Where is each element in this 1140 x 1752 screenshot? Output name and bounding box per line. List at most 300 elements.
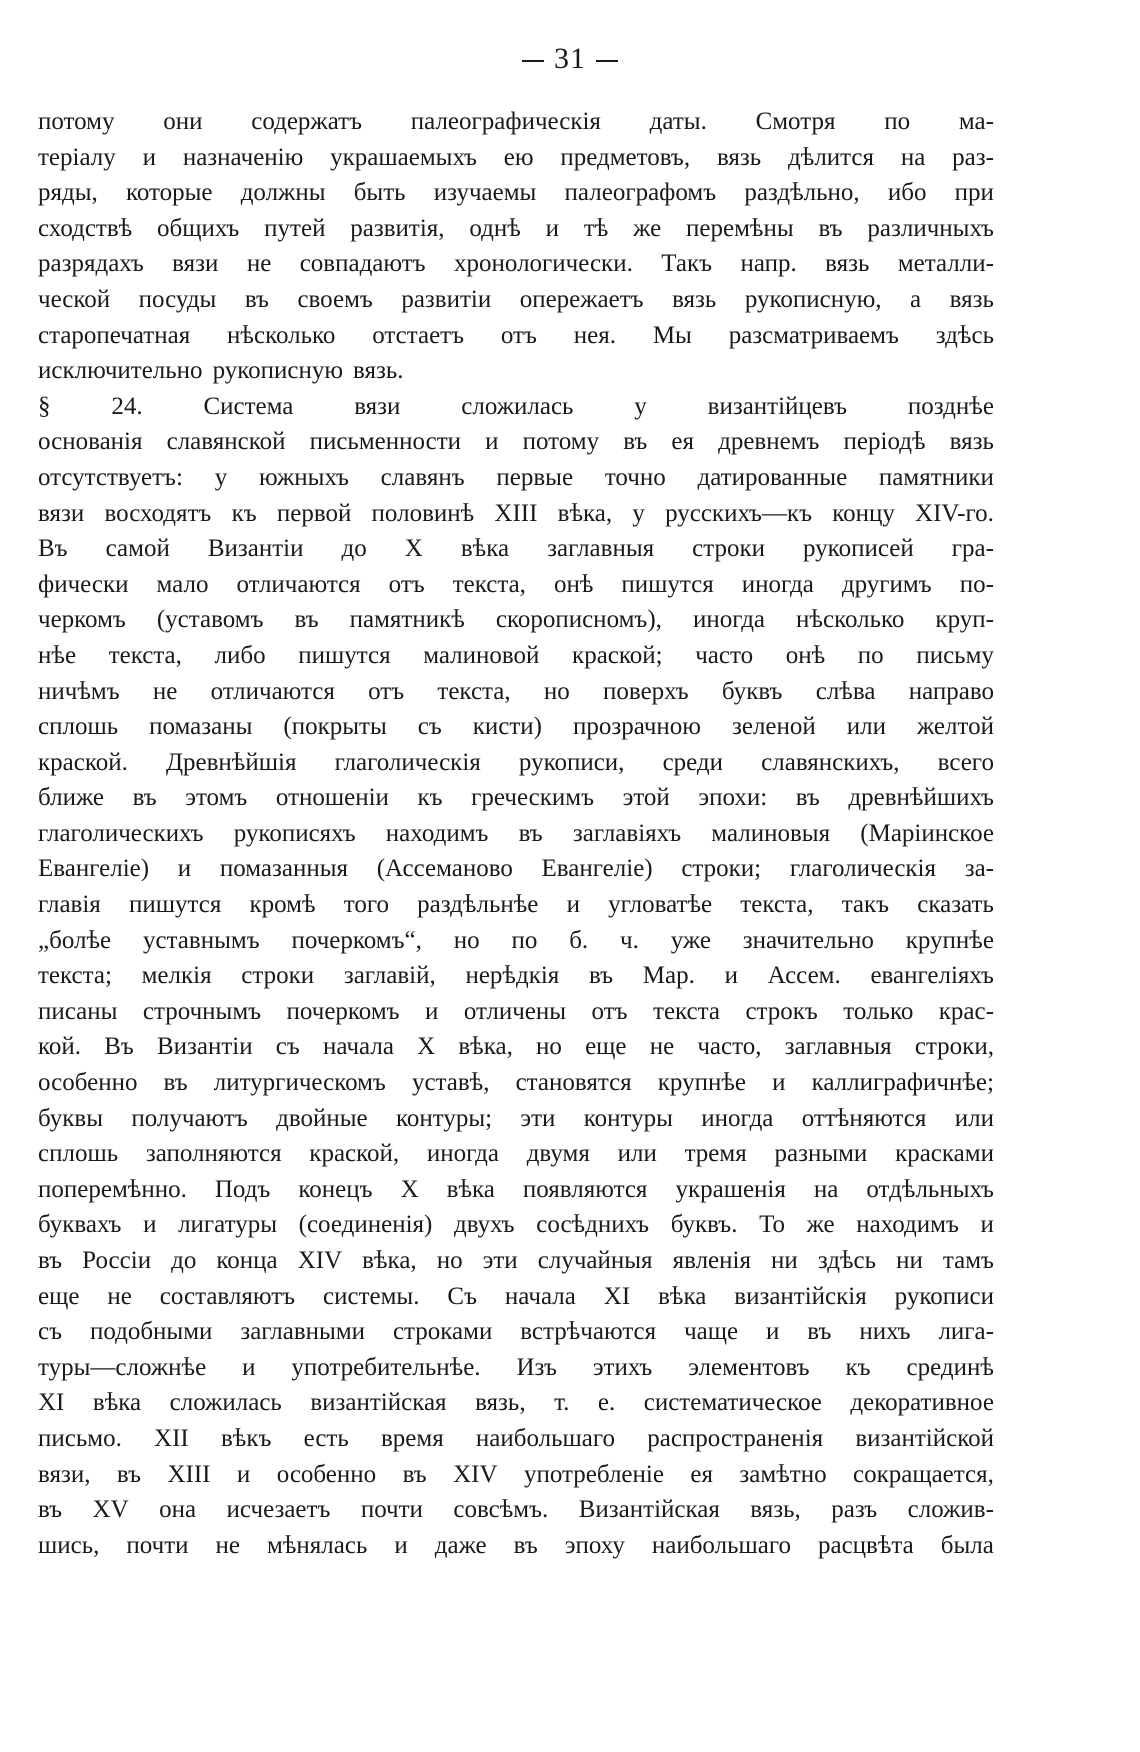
word: ея	[690, 1460, 713, 1488]
word: почти	[126, 1531, 189, 1559]
word: самой	[105, 535, 170, 563]
text-line	[38, 674, 994, 710]
word: желтой	[916, 713, 994, 741]
word: въ	[513, 1531, 538, 1559]
word: славянскихъ,	[761, 748, 900, 776]
word: точно	[604, 463, 666, 491]
word: того	[343, 891, 389, 919]
text-line	[38, 104, 994, 140]
word: вязь,	[750, 1496, 801, 1524]
word: и	[177, 855, 192, 883]
word: сплошь	[38, 1140, 119, 1168]
word: подобными	[89, 1318, 213, 1346]
word: памятники	[878, 463, 994, 491]
word: съ	[275, 1033, 300, 1061]
word: Византіи	[207, 535, 304, 563]
word: Византіи	[156, 1033, 253, 1061]
word: памятникѣ	[349, 606, 465, 634]
word: сходствѣ	[38, 214, 133, 242]
word: почеркомъ	[286, 997, 400, 1025]
word: либо	[214, 641, 266, 669]
word: двойные	[276, 1104, 368, 1132]
word: первые	[496, 463, 574, 491]
text-line	[38, 1350, 994, 1386]
word: двухъ	[453, 1211, 515, 1239]
word: до	[171, 1247, 197, 1274]
word: Съ	[447, 1282, 477, 1310]
word: онѣ	[785, 641, 826, 669]
word: же	[806, 1211, 835, 1239]
word: металли-	[897, 250, 994, 278]
word: была	[940, 1531, 994, 1559]
word: эпоху	[564, 1531, 625, 1559]
word: буквы	[38, 1104, 104, 1132]
word: письму	[916, 641, 994, 669]
word: и	[485, 428, 499, 456]
word: появляются	[522, 1175, 648, 1203]
word: періодѣ	[843, 428, 926, 456]
word: писаны	[38, 997, 118, 1025]
word: пишутся	[621, 570, 714, 598]
word: XIV	[453, 1460, 498, 1488]
text-line	[38, 175, 994, 211]
word: евангеліяхъ	[870, 962, 994, 990]
word: б.	[569, 926, 589, 954]
word: время	[380, 1424, 444, 1452]
word: восходятъ	[104, 499, 212, 527]
word: наибольшаго	[475, 1424, 616, 1452]
word: ближе	[38, 784, 104, 812]
word: краской.	[38, 748, 128, 776]
word: въ	[818, 214, 843, 242]
word: (соединенія)	[298, 1211, 433, 1239]
word: строки	[692, 535, 765, 563]
word: X	[400, 1175, 419, 1203]
word: старопечатная	[38, 321, 191, 349]
word: у	[214, 463, 228, 491]
word: славянской	[166, 428, 286, 456]
word: вязь	[949, 285, 994, 313]
word: малиновыя	[711, 819, 831, 847]
word: помазаны	[149, 713, 253, 741]
word: датированные	[697, 463, 848, 491]
word: письменности	[309, 428, 462, 456]
word: отличаются	[210, 677, 335, 705]
word: есть	[303, 1424, 349, 1452]
word: прозрачною	[573, 713, 701, 741]
word: строки	[241, 962, 315, 990]
word: вязь	[672, 285, 717, 313]
word: перемѣны	[686, 214, 794, 242]
word: не	[107, 1282, 132, 1310]
word: глаголическія	[789, 855, 937, 883]
word: отличены	[463, 997, 567, 1025]
word: византійской	[855, 1424, 994, 1452]
word: должны	[240, 179, 326, 207]
text-line	[38, 424, 994, 460]
word: вѣка	[460, 535, 510, 563]
word: палеографическія	[410, 108, 601, 135]
word: двумя	[526, 1140, 590, 1168]
word: XIII	[167, 1460, 211, 1488]
word: кой.	[38, 1033, 82, 1061]
word: даты.	[649, 108, 707, 135]
text-line	[38, 318, 994, 354]
word: вязь	[716, 143, 762, 171]
word: быть	[353, 179, 406, 207]
word: южныхъ	[258, 463, 349, 491]
word: вязи	[172, 250, 219, 278]
word: такъ	[841, 891, 890, 919]
word: XI	[38, 1389, 65, 1417]
word: напр.	[740, 250, 797, 278]
word: въ	[244, 285, 269, 313]
word: ряды,	[38, 179, 98, 207]
word: становятся	[515, 1069, 632, 1097]
word: ибо	[887, 179, 927, 207]
word: греческимъ	[471, 784, 595, 812]
word: ма-	[958, 108, 994, 135]
word: раздѣльно,	[744, 179, 860, 207]
text-line	[38, 567, 994, 603]
word: путей	[264, 214, 326, 242]
word: наибольшаго	[651, 1531, 791, 1559]
word: иногда	[426, 1140, 499, 1168]
word: XIV-го.	[915, 499, 994, 527]
word: даже	[434, 1531, 487, 1559]
word: Евангеліе)	[38, 855, 150, 883]
word: къ	[231, 499, 257, 527]
word: византійцевъ	[707, 392, 848, 420]
word: по	[511, 926, 538, 954]
word: строки,	[914, 1033, 994, 1061]
word: Система	[203, 392, 294, 420]
word: содержатъ	[251, 108, 363, 135]
word: разъ	[831, 1496, 878, 1524]
word: поперемѣнно.	[38, 1175, 187, 1203]
word: заполняются	[145, 1140, 282, 1168]
word: Подъ	[214, 1175, 271, 1203]
word: древнемъ	[718, 428, 820, 456]
word: этихъ	[592, 1353, 653, 1381]
word: однѣ	[469, 214, 521, 242]
word: крупнѣе	[657, 1069, 747, 1097]
word: ч.	[620, 926, 639, 954]
text-line	[38, 1314, 994, 1350]
text-line	[38, 994, 994, 1030]
word: у	[634, 392, 647, 420]
word: этомъ	[185, 784, 248, 812]
word: значительно	[742, 926, 874, 954]
word: рукописей	[803, 535, 914, 563]
word: краской;	[572, 641, 663, 669]
word: потому	[522, 428, 600, 456]
word: но	[453, 926, 480, 954]
word: исключительно	[38, 357, 203, 385]
word: отъ	[368, 677, 405, 705]
word: почти	[360, 1496, 423, 1524]
text-line	[38, 140, 994, 176]
word: совсѣмъ.	[453, 1496, 549, 1524]
word: среди	[662, 748, 724, 776]
word: на	[813, 1175, 839, 1203]
word: иногда	[692, 606, 766, 634]
word: т.	[554, 1389, 570, 1417]
text-line	[38, 780, 994, 816]
text-line	[38, 353, 994, 389]
word: системы.	[323, 1282, 420, 1310]
word: нерѣдкія	[465, 962, 560, 990]
word: вязи	[38, 499, 85, 527]
word: нея.	[573, 321, 616, 349]
word: кисти)	[472, 713, 543, 741]
text-line	[38, 1172, 994, 1208]
word: §	[38, 392, 51, 420]
word: а	[910, 285, 922, 313]
word: строки;	[681, 855, 762, 883]
word: эпохи:	[698, 784, 768, 812]
word: главія	[38, 891, 101, 919]
word: къ	[845, 1353, 871, 1381]
word: сложилась	[461, 392, 574, 420]
word: отъ	[388, 570, 425, 598]
text-line	[38, 602, 994, 638]
text-line	[38, 1457, 994, 1493]
word: и	[980, 1211, 994, 1239]
word: заглавій,	[343, 962, 436, 990]
word: текста,	[740, 891, 814, 919]
word: или	[617, 1140, 657, 1168]
word: конца	[216, 1247, 278, 1274]
word: Такъ	[661, 250, 713, 278]
word: или	[846, 713, 886, 741]
text-line	[38, 709, 994, 745]
word: и	[566, 891, 580, 919]
word: конецъ	[298, 1175, 373, 1203]
text-line	[38, 1279, 994, 1315]
word: XI	[603, 1282, 631, 1310]
word: нѣе	[38, 641, 77, 669]
word: строчнымъ	[142, 997, 262, 1025]
word: вязь.	[353, 357, 404, 385]
word: явленія	[672, 1247, 751, 1274]
word: въ	[795, 784, 820, 812]
word: туры—сложнѣе	[38, 1353, 207, 1381]
word: составляютъ	[159, 1282, 296, 1310]
word: въ	[38, 1496, 63, 1524]
page-number	[0, 42, 1140, 76]
word: особенно	[276, 1460, 377, 1488]
word: письмо.	[38, 1424, 122, 1452]
word: уставнымъ	[142, 926, 260, 954]
word: мелкія	[141, 962, 212, 990]
text-line	[38, 1385, 994, 1421]
word: къ	[417, 784, 443, 812]
page-number-value: 31	[554, 42, 586, 75]
word: по	[884, 108, 911, 135]
text-line	[38, 887, 994, 923]
word: посуды	[138, 285, 217, 313]
word: начала	[504, 1282, 576, 1310]
word: пишутся	[298, 641, 391, 669]
word: отъ	[591, 997, 628, 1025]
text-line	[38, 1528, 994, 1564]
word: контуры	[583, 1104, 673, 1132]
word: опережаетъ	[519, 285, 644, 313]
word: вѣка	[92, 1389, 142, 1417]
word: чаще	[684, 1318, 739, 1346]
word: направо	[908, 677, 994, 705]
word: тремя	[684, 1140, 747, 1168]
word: не	[215, 1531, 241, 1559]
word: сплошь	[38, 713, 119, 741]
word: развитіи	[401, 285, 492, 313]
text-line	[38, 1207, 994, 1243]
word: часто	[695, 641, 754, 669]
word: назначенію	[182, 143, 304, 171]
word: ческой	[38, 285, 111, 313]
word: но	[543, 677, 570, 705]
word: и	[236, 1460, 251, 1488]
word: ни	[771, 1247, 798, 1274]
word: рукописную,	[744, 285, 882, 313]
word: Ассем.	[767, 962, 841, 990]
word: на	[900, 143, 926, 171]
word: XII	[154, 1424, 189, 1452]
text-line	[38, 531, 994, 567]
word: разными	[774, 1140, 868, 1168]
word: глаголическія	[334, 748, 481, 776]
dash-right	[596, 60, 618, 62]
word: заглавными	[240, 1318, 366, 1346]
word: Въ	[38, 535, 68, 563]
word: XIII	[494, 499, 538, 527]
word: употребительнѣе.	[291, 1353, 481, 1381]
word: глаголическихъ	[38, 819, 204, 847]
word: находимъ	[856, 1211, 959, 1239]
word: первой	[276, 499, 352, 527]
text-line	[38, 1101, 994, 1137]
word: буквъ	[721, 677, 783, 705]
word: текста	[653, 997, 720, 1025]
word: (Ассеманово	[376, 855, 513, 883]
word: угловатѣе	[608, 891, 713, 919]
word: еще	[38, 1282, 80, 1310]
word: скорописномъ),	[495, 606, 662, 634]
word: 24.	[111, 392, 143, 420]
word: буквахъ	[38, 1211, 122, 1239]
word: вѣка,	[458, 1033, 513, 1061]
word: различныхъ	[867, 214, 994, 242]
word: строкъ	[745, 997, 818, 1025]
word: мало	[156, 570, 209, 598]
word: эти	[482, 1247, 518, 1274]
word: концу	[832, 499, 895, 527]
word: поверхъ	[603, 677, 689, 705]
word: начала	[323, 1033, 394, 1061]
word: не	[152, 677, 178, 705]
word: рукописи	[894, 1282, 994, 1310]
word: часто,	[697, 1033, 762, 1061]
word: тамъ	[942, 1247, 994, 1274]
word: особенно	[38, 1069, 138, 1097]
word: почеркомъ“,	[291, 926, 422, 954]
word: ни	[896, 1247, 923, 1274]
word: (Маріинское	[860, 819, 994, 847]
text-line	[38, 958, 994, 994]
word: круп-	[935, 606, 994, 634]
word: контуры;	[395, 1104, 493, 1132]
word: декоративное	[850, 1389, 994, 1417]
text-line	[38, 1029, 994, 1065]
word: по	[857, 641, 884, 669]
word: Византійская	[578, 1496, 720, 1524]
word: теріалу	[38, 143, 116, 171]
text-line	[38, 460, 994, 496]
word: крупнѣе	[905, 926, 994, 954]
word: только	[843, 997, 914, 1025]
word: въ	[518, 819, 543, 847]
text-line	[38, 389, 994, 425]
word: иногда	[741, 570, 814, 598]
word: и	[242, 1353, 256, 1381]
word: замѣтно	[739, 1460, 827, 1488]
word: славянъ	[380, 463, 465, 491]
word: палеографомъ	[564, 179, 717, 207]
word: вязь,	[475, 1389, 526, 1417]
word: они	[163, 108, 203, 135]
word: же	[633, 214, 662, 242]
word: текста;	[38, 962, 112, 990]
word: заглавіяхъ	[572, 819, 682, 847]
word: вязь	[949, 428, 994, 456]
word: и	[394, 1531, 408, 1559]
word: исчезаетъ	[226, 1496, 331, 1524]
word: XIV	[297, 1247, 343, 1274]
word: систематическое	[643, 1389, 822, 1417]
word: украшаемыхъ	[330, 143, 477, 171]
word: отдѣльныхъ	[866, 1175, 994, 1203]
word: изучаемы	[433, 179, 537, 207]
word: краской,	[309, 1140, 400, 1168]
word: потому	[38, 108, 115, 135]
word: каллиграфичнѣе;	[811, 1069, 994, 1097]
word: нѣсколько	[227, 321, 336, 349]
word: этой	[622, 784, 670, 812]
word: отсутствуетъ:	[38, 463, 183, 491]
word: Мы	[652, 321, 692, 349]
word: не	[649, 1033, 675, 1061]
word: элементовъ	[688, 1353, 810, 1381]
word: нѣсколько	[796, 606, 905, 634]
word: у	[632, 499, 645, 527]
word: до	[341, 535, 367, 563]
word: по-	[959, 570, 994, 598]
word: въ	[623, 428, 648, 456]
word: сложив-	[907, 1496, 994, 1524]
word: въ	[132, 784, 157, 812]
word: въ	[116, 1460, 142, 1488]
word: но	[536, 1033, 562, 1061]
word: Изъ	[516, 1353, 557, 1381]
word: здѣсь	[817, 1247, 877, 1274]
word: общихъ	[157, 214, 240, 242]
word: строками	[392, 1318, 493, 1346]
word: Въ	[104, 1033, 134, 1061]
word: вязи,	[38, 1460, 91, 1488]
word: рукописяхъ	[233, 819, 356, 847]
word: заглавныя	[784, 1033, 892, 1061]
